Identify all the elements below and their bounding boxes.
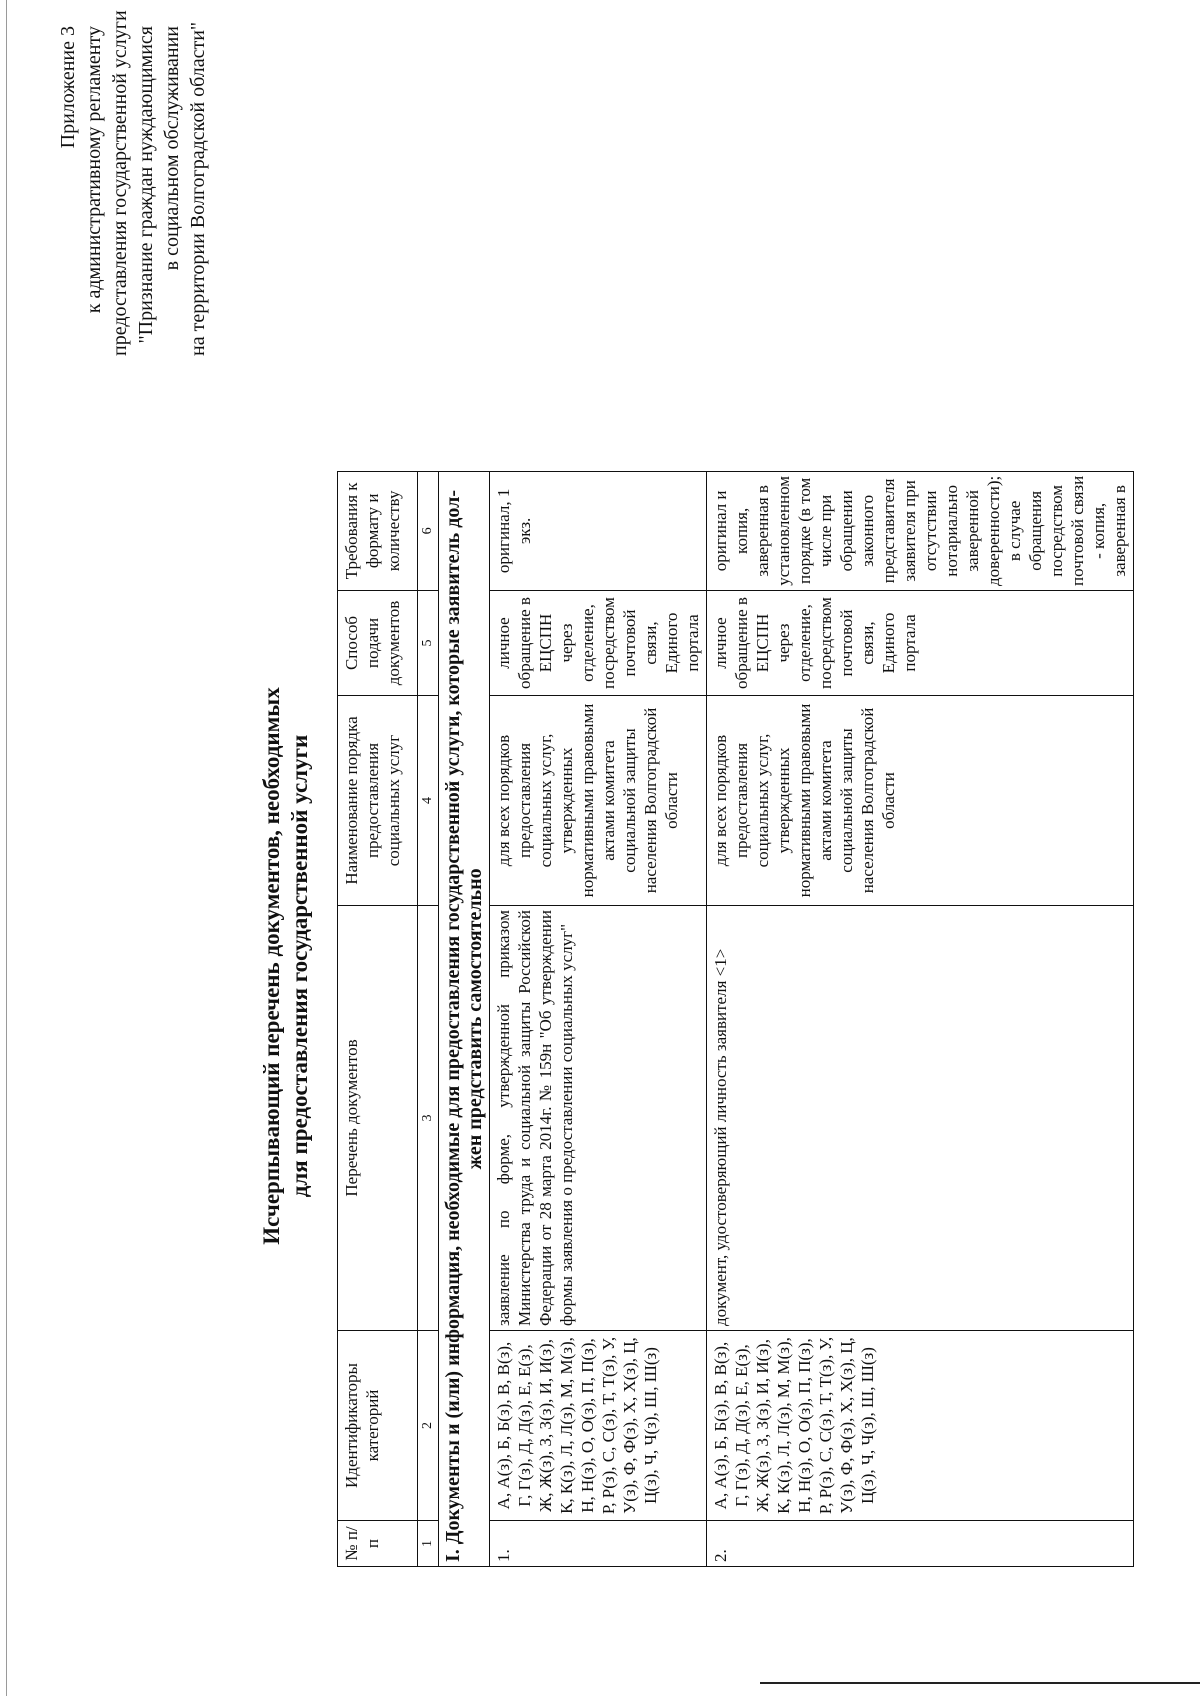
- table-row: [707, 471, 1134, 1566]
- appendix-line: "Признание граждан нуждающимися: [135, 26, 157, 344]
- column-numbers-row: [418, 471, 439, 1566]
- header-format: Требования к формату и количеству: [338, 471, 418, 590]
- appendix-line: Приложение 3: [57, 26, 79, 149]
- appendix-line: на территории Волгоградской области": [187, 21, 209, 356]
- row-number: 1.: [490, 1521, 707, 1567]
- column-number: 5: [418, 591, 439, 696]
- appendix-line: предоставления государственной услуги: [109, 10, 131, 356]
- row-documents: документ, удостоверяющий личность заявителя <1>: [707, 906, 1134, 1331]
- header-categories: Идентификаторы категорий: [338, 1331, 418, 1521]
- column-number: 2: [418, 1331, 439, 1521]
- column-number: 6: [418, 471, 439, 590]
- section-heading-line-2: жен представить самостоятельно: [464, 868, 486, 1170]
- column-number: 1: [418, 1521, 439, 1567]
- section-heading-line-1: I. Документы и (или) информация, необходимые для предоставления государственной услуги, которые заявитель дол-: [442, 490, 464, 1562]
- header-number: № п/п: [338, 1521, 418, 1567]
- row-procedure: для всех порядков предоставления социальных услуг, утвержденных нормативными правовыми актами комитета социальной защиты населения Волгоградской области: [490, 696, 707, 906]
- row-categories: А, А(з), Б, Б(з), В, В(з), Г, Г(з), Д, Д(з), Е, Е(з), Ж, Ж(з), З, З(з), И, И(з), К, К(з), Л, Л(з), М, М(з), Н, Н(з), О, О(з), П, П(з), Р, Р(з), С, С(з), Т, Т(з), У, У(з), Ф, Ф(з), Х, Х(з), Ц, Ц(з), Ч, Ч(з), Ш, Ш(з): [707, 1331, 1134, 1521]
- header-method: Способ подачи документов: [338, 591, 418, 696]
- row-categories: А, А(з), Б, Б(з), В, В(з), Г, Г(з), Д, Д(з), Е, Е(з), Ж, Ж(з), З, З(з), И, И(з), К, К(з), Л, Л(з), М, М(з), Н, Н(з), О, О(з), П, П(з), Р, Р(з), С, С(з), Т, Т(з), У, У(з), Ф, Ф(з), Х, Х(з), Ц, Ц(з), Ч, Ч(з), Ш, Ш(з): [490, 1331, 707, 1521]
- title-line-2: для предоставления государственной услуги: [287, 734, 312, 1198]
- document-title: [258, 466, 314, 1466]
- table-header-row: [338, 471, 418, 1566]
- column-number: 3: [418, 906, 439, 1331]
- appendix-line: в социальном обслуживании: [161, 26, 183, 271]
- header-documents: Перечень документов: [338, 906, 418, 1331]
- row-format: оригинал и копия, заверенная в установленном порядке (в том числе при обращении законного представителя заявителя при отсутствии нотариально заверенной доверенности); в случае обращения посредством почтовой связи - копия, заверенная в: [707, 471, 1134, 590]
- row-procedure: для всех порядков предоставления социальных услуг, утвержденных нормативными правовыми актами комитета социальной защиты населения Волгоградской области: [707, 696, 1134, 906]
- row-documents: заявление по форме, утвержденной приказом Министерства труда и социальной защиты Российской Федерации от 28 марта 2014г. № 159н "Об утверждении формы заявления о предоставлении социальных услуг": [490, 906, 707, 1331]
- row-format: оригинал, 1 экз.: [490, 471, 707, 590]
- appendix-line: к административному регламенту: [83, 26, 105, 314]
- table-row: [490, 471, 707, 1566]
- documents-table: [337, 471, 1134, 1567]
- appendix-header: [55, 10, 211, 356]
- row-number: 2.: [707, 1521, 1134, 1567]
- row-method: личное обращение в ЕЦСПН через отделение, посредством почтовой связи, Единого портала: [490, 591, 707, 696]
- title-line-1: Исчерпывающий перечень документов, необходимых: [259, 687, 284, 1245]
- column-number: 4: [418, 696, 439, 906]
- row-method: личное обращение в ЕЦСПН через отделение, посредством почтовой связи, Единого портала: [707, 591, 1134, 696]
- section-heading: [439, 471, 490, 1566]
- header-procedure: Наименование порядка предоставления социальных услуг: [338, 696, 418, 906]
- section-heading-row: [439, 471, 490, 1566]
